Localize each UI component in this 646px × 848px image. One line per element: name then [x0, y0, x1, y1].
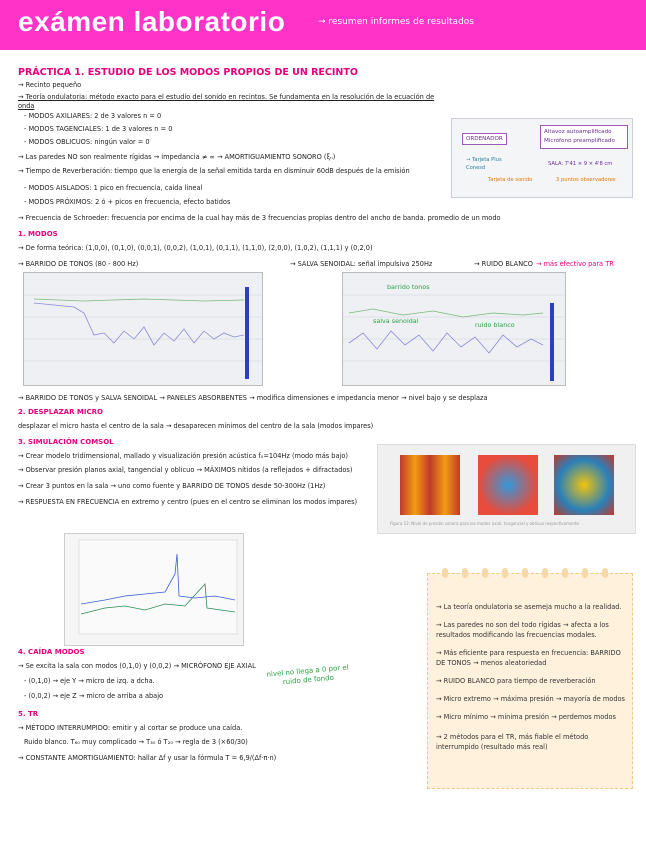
intro-line: → Tiempo de Reverberación: tiempo que la energía de la señal emitida tarda en disminuir 60dB después de la emisión — [18, 167, 410, 175]
intro-line: - MODOS AISLADOS: 1 pico en frecuencia, caída lineal — [24, 184, 203, 192]
diagram-label: SALA: 7'41 × 9 × 4'8 cm — [548, 161, 613, 167]
chart-label: → SALVA SENOIDAL: señal impulsiva 250Hz — [290, 260, 433, 268]
section-heading: 1. MODOS — [18, 230, 58, 238]
frequency-response-plot — [64, 533, 244, 646]
sec2-text: desplazar el micro hasta el centro de la sala → desaparecen mínimos del centro de la sala (modos impares) — [18, 422, 374, 430]
section-heading: 5. TR — [18, 710, 39, 718]
sec4-item: - (0,1,0) → eje Y → micro de izq. a dcha. — [24, 677, 155, 685]
intro-line: - MODOS PRÓXIMOS: 2 ó + picos en frecuencia, efecto batidos — [24, 198, 231, 206]
sec3-item: → RESPUESTA EN FRECUENCIA en extremo y centro (pues en el centro se eliminan los modos impares) — [18, 498, 358, 506]
note-ring — [602, 568, 608, 578]
summary-item: → 2 métodos para el TR, más fiable el método interrumpido (resultado más real) — [436, 733, 589, 751]
page-title: exámen laboratorio — [18, 6, 286, 37]
page-subtitle: → resumen informes de resultados — [318, 17, 474, 27]
simulation-image — [377, 444, 636, 534]
sec5-item: → CONSTANTE AMORTIGUAMIENTO: hallar Δf y usar la fórmula T = 6,9/(Δf·π·n) — [18, 754, 277, 762]
note-ring — [522, 568, 528, 578]
handwritten-note: nivel no llega a 0 por el ruido de fondo — [266, 663, 349, 687]
sec3-item: → Crear 3 puntos en la sala → uno como fuente y BARRIDO DE TONOS desde 50-300Hz (1Hz) — [18, 482, 326, 490]
diagram-label: 3 puntos observadores — [556, 177, 616, 183]
comparison-screenshot — [342, 272, 566, 386]
sim-cube — [478, 455, 538, 515]
sec5-item: Ruido blanco. T₆₀ muy complicado → T₃₀ ó T₂₀ → regla de 3 (×60/30) — [24, 738, 248, 746]
summary-item: → Micro mínimo → mínima presión → perdemos modos — [436, 713, 616, 721]
modes-line: → De forma teórica: (1,0,0), (0,1,0), (0,0,1), (0,0,2), (1,0,1), (0,1,1), (1,1,0), (2,0,0), (1,0,2), (1,1,1) y (0,2,0) — [18, 244, 373, 252]
sweep-screenshot — [23, 272, 263, 386]
computer-box: ORDENADOR — [462, 133, 507, 145]
intro-line: - MODOS OBLICUOS: ningún valor = 0 — [24, 138, 150, 146]
intro-line: - MODOS TAGENCIALES: 1 de 3 valores n = 0 — [24, 125, 173, 133]
header-banner — [0, 0, 646, 50]
chart-label: → BARRIDO DE TONOS (80 - 800 Hz) — [18, 260, 139, 268]
sec4-item: - (0,0,2) → eje Z → micro de arriba a abajo — [24, 692, 164, 700]
summary-item: → RUIDO BLANCO para tiempo de reverberación — [436, 677, 596, 685]
intro-line: → Las paredes NO son realmente rígidas → impedancia ≠ ∞ → AMORTIGUAMIENTO SONORO (ξₙ) — [18, 153, 336, 161]
mic-label: Micrófono preamplificado — [544, 138, 615, 144]
speaker-label: Altavoz autoamplificado — [544, 129, 612, 135]
sec5-item: → MÉTODO INTERRUMPIDO: emitir y al cortar se produce una caída. — [18, 724, 243, 732]
setup-diagram — [451, 118, 633, 198]
note-ring — [582, 568, 588, 578]
note-ring — [502, 568, 508, 578]
summary-note — [427, 573, 633, 789]
summary-item: → Las paredes no son del todo rígidas → afecta a los resultados modificando las frecuencias modales. — [436, 621, 609, 639]
sim-caption: Figura 12: Nivel de presión sonora para los modos axial, tangencial y oblicuo respectivamente — [390, 521, 579, 526]
conclusion-line: → BARRIDO DE TONOS y SALVA SENOIDAL → PANELES ABSORBENTES → modifica dimensiones e impedancia menor → nivel bajo y se desplaza — [18, 394, 488, 402]
diagram-label: Tarjeta de sonido — [488, 177, 533, 183]
summary-item: → Más eficiente para respuesta en frecuencia: BARRIDO DE TONOS → menos aleatoriedad — [436, 649, 621, 667]
sec3-item: → Observar presión planos axial, tangencial y oblicuo → MÁXIMOS nítidos (a reflejados + difractados) — [18, 466, 353, 474]
speaker-mic-box — [540, 125, 628, 149]
intro-line: → Frecuencia de Schroeder: frecuencia por encima de la cual hay más de 3 frecuencias propias dentro del ancho de banda. promedio de un modo — [18, 214, 501, 222]
annotation: salva senoidal — [373, 317, 419, 325]
sim-cube — [400, 455, 460, 515]
annotation: ruido blanco — [475, 321, 515, 329]
summary-item: → Micro extremo → máxima presión → mayoría de modos — [436, 695, 625, 703]
sec4-item: → Se excita la sala con modos (0,1,0) y (0,0,2) → MICRÓFONO EJE AXIAL — [18, 662, 256, 670]
annotation: barrido tonos — [387, 283, 430, 291]
intro-line: → Recinto pequeño — [18, 81, 82, 89]
intro-line: - MODOS AXILIARES: 2 de 3 valores n = 0 — [24, 112, 162, 120]
diagram-label: → Tarjeta Plus — [466, 157, 502, 163]
note-ring — [562, 568, 568, 578]
summary-item: → La teoría ondulatoria se asemeja mucho a la realidad. — [436, 603, 622, 611]
section-heading: 3. SIMULACIÓN COMSOL — [18, 438, 114, 446]
note-ring — [542, 568, 548, 578]
chart-label: → RUIDO BLANCO — [474, 260, 533, 268]
note-ring — [442, 568, 448, 578]
sim-cube — [554, 455, 614, 515]
sec3-item: → Crear modelo tridimensional, mallado y visualización presión acústica f₀=104Hz (modo más bajo) — [18, 452, 348, 460]
note-ring — [482, 568, 488, 578]
section-heading: 2. DESPLAZAR MICRO — [18, 408, 103, 416]
practice-title: PRÁCTICA 1. ESTUDIO DE LOS MODOS PROPIOS DE UN RECINTO — [18, 67, 358, 78]
section-heading: 4. CAÍDA MODOS — [18, 648, 85, 656]
diagram-label: Conesd — [466, 165, 486, 171]
note-ring — [462, 568, 468, 578]
chart-label: → más efectivo para TR — [536, 260, 614, 268]
intro-line: → Teoría ondulatoria: método exacto para el estudio del sonido en recintos. Se fundamenta en la resolución de la ecuación de onda — [18, 93, 435, 110]
